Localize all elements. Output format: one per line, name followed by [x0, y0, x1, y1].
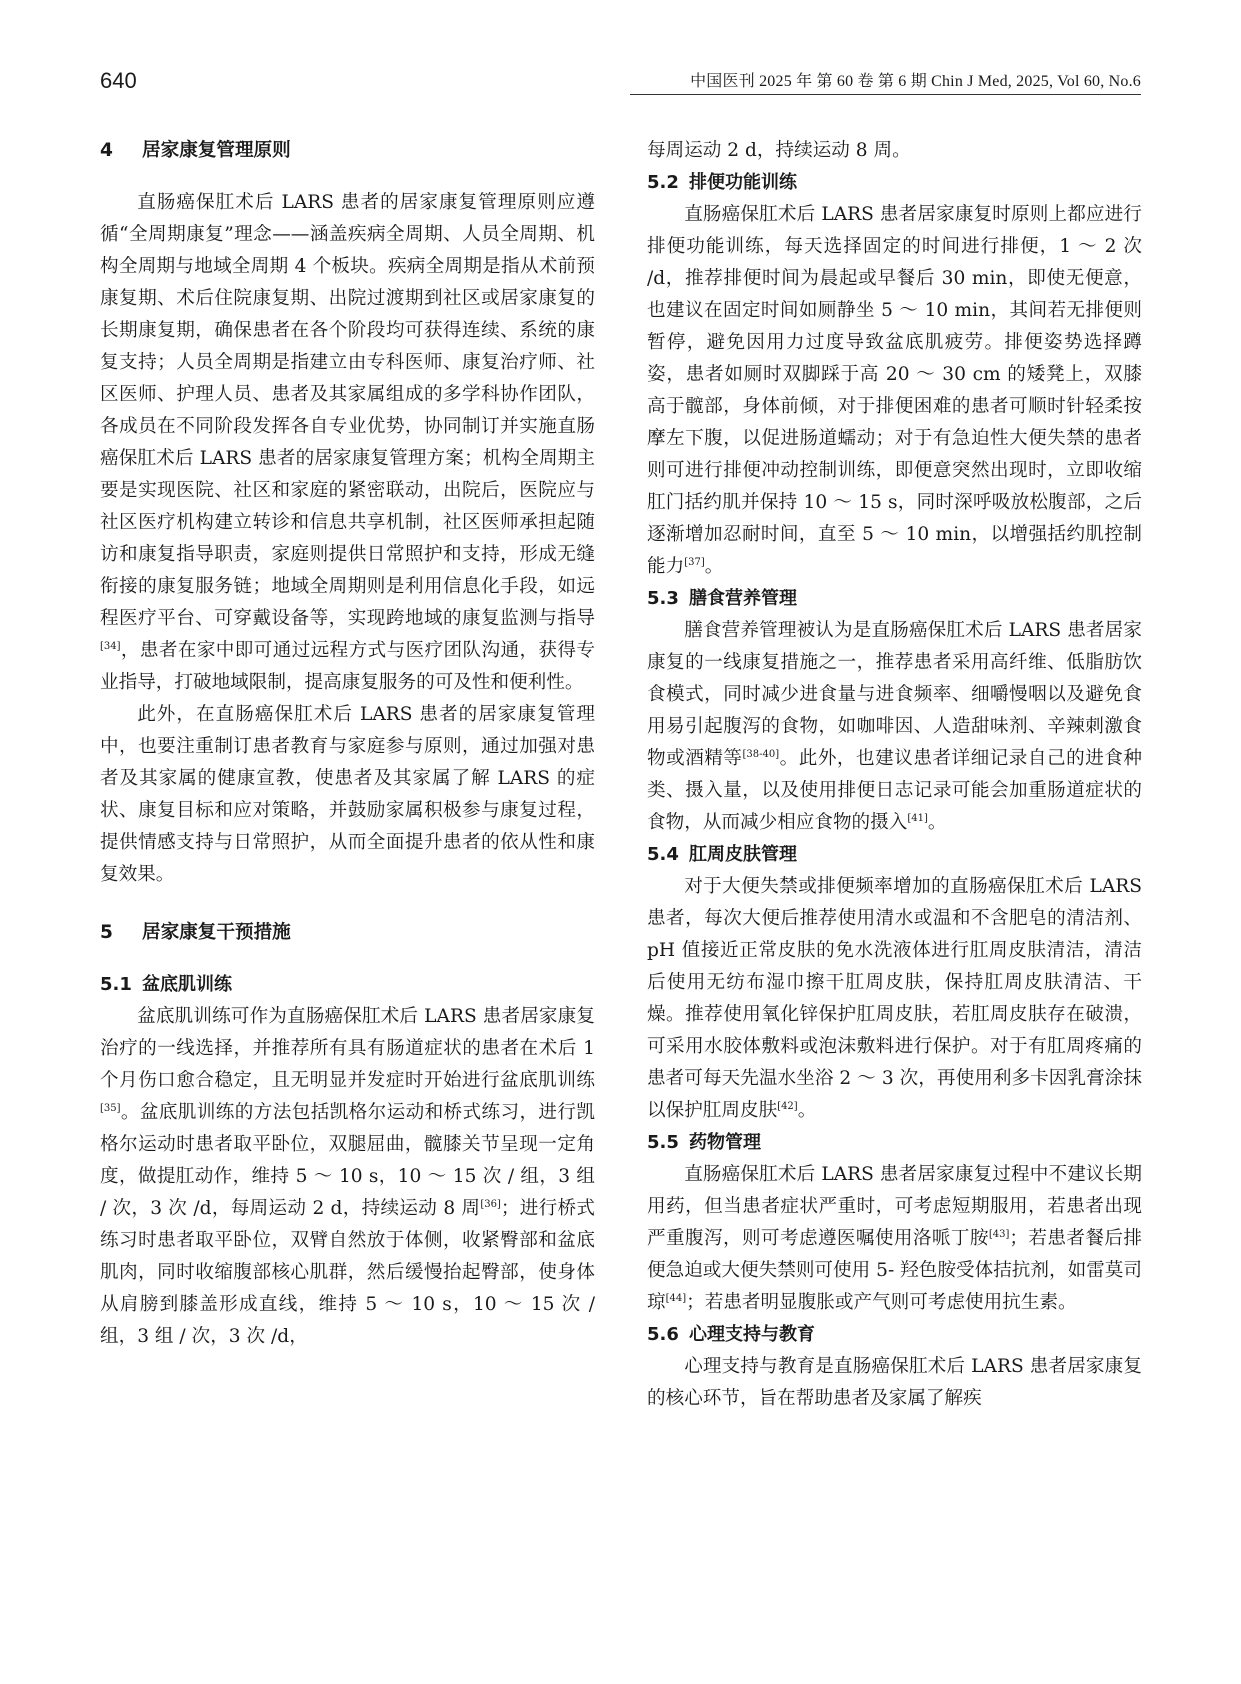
paragraph-5-3 — [647, 615, 1142, 839]
left-column — [100, 135, 595, 1353]
subsection-5-3-heading — [647, 583, 1142, 615]
section-5-heading — [100, 917, 595, 949]
subsection-title: 心理支持与教育 — [689, 1324, 815, 1345]
section-number: 4 — [100, 140, 113, 161]
subsection-number: 5.1 — [100, 974, 132, 995]
citation: [34] — [100, 640, 121, 652]
paragraph-4b: 此外，在直肠癌保肛术后 LARS 患者的居家康复管理中，也要注重制订患者教育与家庭参与原则，通过加强对患者及其家属的健康宣教，使患者及其家属了解 LARS 的症状、康复目标和应对策略，并鼓励家属积极参与康复过程，提供情感支持与日常照护，从而全面提升患者的依从性和康复效果。 — [100, 704, 595, 885]
citation: [37] — [684, 556, 705, 568]
citation: [36] — [480, 1198, 501, 1210]
subsection-number: 5.6 — [647, 1324, 679, 1345]
paragraph-text: 对于大便失禁或排便频率增加的直肠癌保肛术后 LARS 患者，每次大便后推荐使用清水或温和不含肥皂的清洁剂、pH 值接近正常皮肤的免水洗液体进行肛周皮肤清洁，清洁后使用无纺布湿巾擦干肛周皮肤，保持肛周皮肤清洁、干燥。推荐使用氧化锌保护肛周皮肤，若肛周皮肤存在破溃，可采用水胶体敷料或泡沫敷料进行保护。对于有肛周疼痛的患者可每天先温水坐浴 2 ～ 3 次，再使用利多卡因乳膏涂抹以保护肛周皮肤 — [647, 876, 1142, 1121]
page-number: 640 — [100, 68, 137, 93]
paragraph-text: 直肠癌保肛术后 LARS 患者居家康复时原则上都应进行排便功能训练，每天选择固定的时间进行排便，1 ～ 2 次 /d，推荐排便时间为晨起或早餐后 30 min，即使无便意，也建议在固定时间如厕静坐 5 ～ 10 min，其间若无排便则暂停，避免因用力过度导致盆底肌疲劳。排便姿势选择蹲姿，患者如厕时双脚踩于高 20 ～ 30 cm 的矮凳上，双膝高于髋部，身体前倾，对于排便困难的患者可顺时针轻柔按摩左下腹，以促进肠道蠕动；对于有急迫性大便失禁的患者则可进行排便冲动控制训练，即便意突然出现时，立即收缩肛门括约肌并保持 10 ～ 15 s，同时深呼吸放松腹部，之后逐渐增加忍耐时间，直至 5 ～ 10 min，以增强括约肌控制能力 — [647, 204, 1142, 577]
paragraph-5-5 — [647, 1159, 1142, 1319]
paragraph-5-4 — [647, 871, 1142, 1127]
citation: [38-40] — [742, 748, 780, 760]
subsection-number: 5.2 — [647, 172, 679, 193]
subsection-number: 5.5 — [647, 1132, 679, 1153]
section-title: 居家康复干预措施 — [142, 922, 291, 943]
subsection-5-1-heading — [100, 969, 595, 1001]
section-title: 居家康复管理原则 — [142, 140, 291, 161]
subsection-title: 肛周皮肤管理 — [689, 844, 797, 865]
paragraph-text: 。 — [927, 812, 947, 833]
paragraph-5-1 — [100, 1001, 595, 1353]
paragraph-text: 盆底肌训练可作为直肠癌保肛术后 LARS 患者居家康复治疗的一线选择，并推荐所有具有肠道症状的患者在术后 1 个月伤口愈合稳定，且无明显并发症时开始进行盆底肌训练 — [100, 1006, 595, 1091]
section-4-heading — [100, 135, 595, 167]
paragraph-text: ；若患者餐后排便急迫或大便失禁则可使用 5- 羟色胺受体拮抗剂，如雷莫司琼 — [647, 1228, 1142, 1313]
subsection-5-2-heading — [647, 167, 1142, 199]
subsection-title: 排便功能训练 — [689, 172, 797, 193]
paragraph-text: ，患者在家中即可通过远程方式与医疗团队沟通，获得专业指导，打破地域限制，提高康复服务的可及性和便利性。 — [100, 640, 595, 693]
subsection-title: 盆底肌训练 — [142, 974, 232, 995]
paragraph-5-1-continued: 每周运动 2 d，持续运动 8 周。 — [647, 140, 911, 161]
running-head: 中国医刊 2025 年 第 60 卷 第 6 期 Chin J Med, 2025, Vol 60, No.6 — [690, 73, 1141, 90]
subsection-number: 5.3 — [647, 588, 679, 609]
paragraph-text: 。此外，也建议患者详细记录自己的进食种类、摄入量，以及使用排便日志记录可能会加重肠道症状的食物，从而减少相应食物的摄入 — [647, 748, 1142, 833]
paragraph-text: ；进行桥式练习时患者取平卧位，双臂自然放于体侧，收紧臀部和盆底肌肉，同时收缩腹部核心肌群，然后缓慢抬起臀部，使身体从肩膀到膝盖形成直线，维持 5 ～ 10 s，10 ～ 15 次 / 组，3 组 / 次，3 次 /d， — [100, 1198, 595, 1347]
paragraph-5-2 — [647, 199, 1142, 583]
paragraph-text: ；若患者明显腹胀或产气则可考虑使用抗生素。 — [686, 1292, 1077, 1313]
paragraph-4a — [100, 187, 595, 699]
subsection-5-5-heading — [647, 1127, 1142, 1159]
paragraph-text: 直肠癌保肛术后 LARS 患者居家康复过程中不建议长期用药，但当患者症状严重时，可考虑短期服用，若患者出现严重腹泻，则可考虑遵医嘱使用洛哌丁胺 — [647, 1164, 1142, 1249]
subsection-title: 药物管理 — [689, 1132, 761, 1153]
subsection-number: 5.4 — [647, 844, 679, 865]
subsection-5-6-heading — [647, 1319, 1142, 1351]
citation: [43] — [988, 1228, 1010, 1240]
paragraph-text: 。 — [704, 556, 724, 577]
paragraph-text: 直肠癌保肛术后 LARS 患者的居家康复管理原则应遵循“全周期康复”理念——涵盖疾病全周期、人员全周期、机构全周期与地域全周期 4 个板块。疾病全周期是指从术前预康复期、术后住院康复期、出院过渡期到社区或居家康复的长期康复期，确保患者在各个阶段均可获得连续、系统的康复支持；人员全周期是指建立由专科医师、康复治疗师、社区医师、护理人员、患者及其家属组成的多学科协作团队，各成员在不同阶段发挥各自专业优势，协同制订并实施直肠癌保肛术后 LARS 患者的居家康复管理方案；机构全周期主要是实现医院、社区和家庭的紧密联动，出院后，医院应与社区医疗机构建立转诊和信息共享机制，社区医师承担起随访和康复指导职责，家庭则提供日常照护和支持，形成无缝衔接的康复服务链；地域全周期则是利用信息化手段，如远程医疗平台、可穿戴设备等，实现跨地域的康复监测与指导 — [100, 192, 595, 629]
subsection-title: 膳食营养管理 — [689, 588, 797, 609]
section-number: 5 — [100, 922, 113, 943]
citation: [41] — [907, 812, 928, 824]
citation: [35] — [100, 1102, 121, 1114]
citation: [44] — [665, 1292, 687, 1304]
citation: [42] — [777, 1100, 798, 1112]
paragraph-text: 。 — [797, 1100, 817, 1121]
paragraph-text: 。盆底肌训练的方法包括凯格尔运动和桥式练习，进行凯格尔运动时患者取平卧位，双腿屈曲，髋膝关节呈现一定角度，做提肛动作，维持 5 ～ 10 s，10 ～ 15 次 / 组，3 组 / 次，3 次 /d，每周运动 2 d，持续运动 8 周 — [100, 1102, 595, 1219]
right-column — [647, 135, 1142, 1415]
paragraph-text: 膳食营养管理被认为是直肠癌保肛术后 LARS 患者居家康复的一线康复措施之一，推荐患者采用高纤维、低脂肪饮食模式，同时减少进食量与进食频率、细嚼慢咽以及避免食用易引起腹泻的食物，如咖啡因、人造甜味剂、辛辣刺激食物或酒精等 — [647, 620, 1142, 769]
paragraph-5-6: 心理支持与教育是直肠癌保肛术后 LARS 患者居家康复的核心环节，旨在帮助患者及家属了解疾 — [647, 1356, 1142, 1409]
subsection-5-4-heading — [647, 839, 1142, 871]
header-rule — [630, 94, 1141, 95]
